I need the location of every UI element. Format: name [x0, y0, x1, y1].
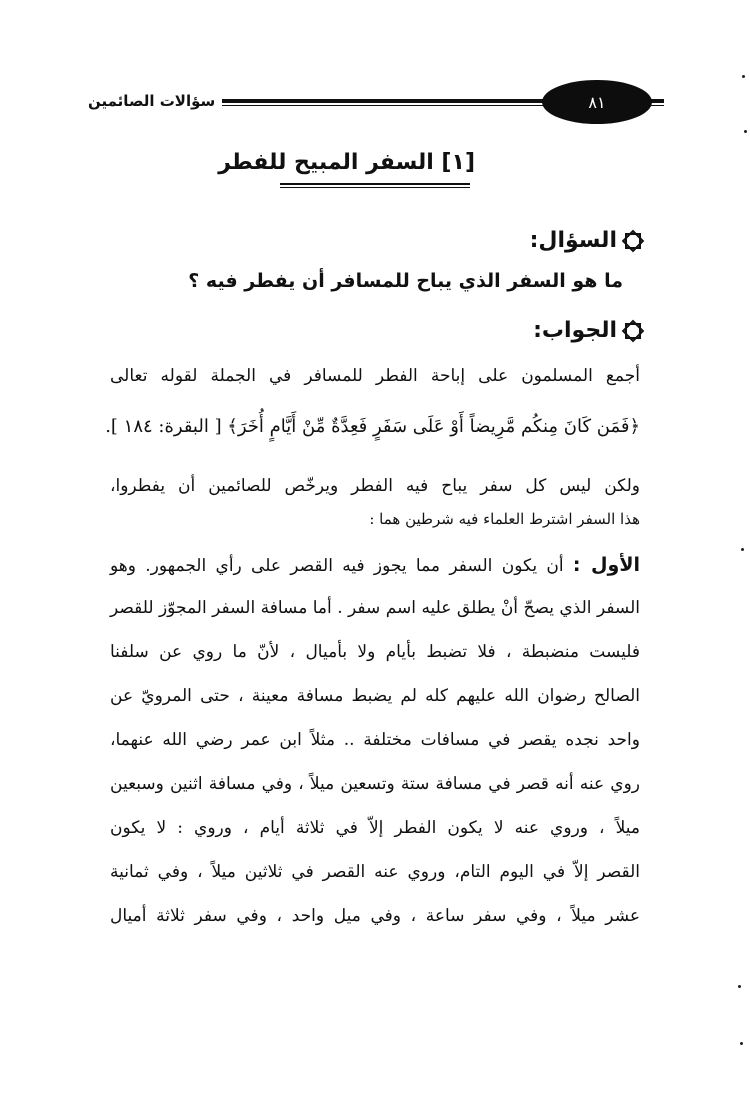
page-number-badge	[542, 80, 652, 124]
header-rule-thin	[222, 105, 544, 106]
answer-line: أجمع المسلمون على إباحة الفطر للمسافر في الجملة لقوله تعالى	[110, 366, 640, 386]
answer-heading	[533, 318, 643, 343]
answer-line: الصالح رضوان الله عليهم كله لم يضبط مسافة معينة ، حتى المرويّ عن	[110, 686, 640, 706]
header-rule-thick	[222, 99, 544, 103]
question-text: ما هو السفر الذي يباح للمسافر أن يفطر فيه ؟	[188, 270, 623, 292]
scan-speck	[742, 75, 745, 78]
answer-line: القصر إلاّ في اليوم التام، وروي عنه القصر في ثلاثين ميلاً ، وفي ثمانية	[110, 862, 640, 882]
answer-line: واحد نجده يقصر في مسافات مختلفة .. مثلاً ابن عمر رضي الله عنهما،	[110, 730, 640, 750]
answer-line: روي عنه أنه قصر في مسافة ستة وتسعين ميلاً ، وفي مسافة اثنين وسبعين	[110, 774, 640, 794]
quran-verse-line: ﴿فَمَن كَانَ مِنكُم مَّرِيضاً أَوْ عَلَى سَفَرٍ فَعِدَّةٌ مِّنْ أَيَّامٍ أُخَرَ﴾ [ البقرة: ١٨٤ ].	[105, 416, 640, 437]
answer-line: ولكن ليس كل سفر يباح فيه الفطر ويرخّص للصائمين أن يفطروا،	[110, 476, 640, 496]
scan-speck	[738, 985, 741, 988]
chapter-underline-thin	[280, 187, 470, 188]
question-label: السؤال:	[529, 228, 617, 253]
answer-line: عشر ميلاً ، وفي سفر ساعة ، وفي ميل واحد ، وفي سفر ثلاثة أميال	[110, 906, 640, 926]
chapter-title: [١] السفر المبيح للفطر	[218, 150, 475, 175]
answer-line: فليست منضبطة ، فلا تضبط بأيام ولا بأميال ، لأنّ ما روي عن سلفنا	[110, 642, 640, 662]
page-number: ٨١	[588, 92, 606, 112]
first-condition-label: الأول :	[572, 554, 640, 576]
scan-speck	[741, 548, 744, 551]
question-heading	[530, 228, 643, 253]
chapter-underline	[280, 183, 470, 185]
running-header-title: سؤالات الصائمين	[88, 92, 216, 110]
scan-speck	[740, 1042, 743, 1045]
first-condition-text: أن يكون السفر مما يجوز فيه القصر على رأي الجمهور. وهو	[110, 556, 564, 576]
first-condition-line	[110, 556, 640, 575]
flower-ornament-icon	[623, 231, 643, 251]
answer-line: هذا السفر اشترط العلماء فيه شرطين هما :	[369, 510, 640, 528]
answer-line: السفر الذي يصحّ أنْ يطلق عليه اسم سفر . أما مسافة السفر المجوّز للقصر	[110, 598, 640, 618]
flower-ornament-icon	[623, 321, 643, 341]
answer-line: ميلاً ، وروي عنه لا يكون الفطر إلاّ في ثلاثة أيام ، وروي : لا يكون	[110, 818, 640, 838]
scan-speck	[744, 130, 747, 133]
answer-label: الجواب:	[533, 318, 617, 343]
